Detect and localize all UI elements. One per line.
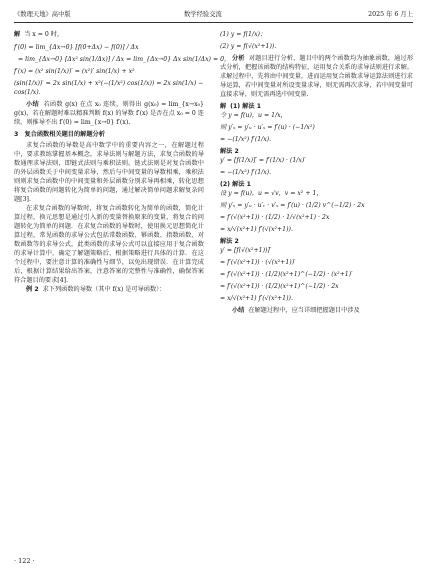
solution-label: 解 <box>14 31 21 38</box>
question-1: (1) y = f(1/x)； <box>220 31 267 38</box>
equation-5: cos(1/x). <box>14 89 41 96</box>
page-number: · 122 · <box>14 557 35 565</box>
summary-1 <box>14 100 204 127</box>
issue-date: 2025 年 6 月上 <box>368 11 413 18</box>
method-4-line-2: = f′(√(x²+1)) · (√(x²+1))′ <box>220 259 296 266</box>
column-title: 数学经验交流 <box>184 11 222 18</box>
method-2-label: 解法 2 <box>220 148 239 155</box>
right-column <box>220 30 413 315</box>
equation-2: = lim_{Δx→0} [Δx² sin(1/Δx)] / Δx = lim_{Δx→0} Δx sin(1/Δx) = 0， <box>18 56 231 63</box>
paragraph-1: 求复合函数的导数是高中数学中的重要内容之一，在解题过程中，要求教练掌握基本概念，求导法则与解题方法，求复合函数的导数通理求导法则，即链式法则与乘积法则。链式法则是对复合函数中的外层函数关于中间变量求导，然后与中间变量的导数相乘，乘积法则则求复合函数中的中间变量和外层函数分别求导再相乘，转化思想将复合函数的问题转化为简单的问题，通过解决简单问题求解复杂问题[3]. <box>14 142 204 203</box>
section-heading: 3 复合函数相关题目的解题分析 <box>14 131 105 138</box>
solution-heading <box>220 102 413 111</box>
method-3-line-2: 则 y′ₓ = y′ᵤ · u′ᵥ · v′ₓ = f′(u) · (1/2) v^(−1/2) · 2x <box>220 202 365 209</box>
method-3-line-4: = x/√(x²+1) f′(√(x²+1)). <box>220 226 293 233</box>
method-1-line-2: 则 y′ₓ = y′ᵤ · u′ₓ = f′(u) · (−1/x²) <box>220 124 315 131</box>
solution-text: 当 x = 0 时， <box>24 31 64 38</box>
analysis-text: 对题目进行分析，题目中的两个函数均为抽象函数，通过形式分析，把握该函数的结构特征，运用复合关系的求导法则进行求解。求解过程中，先将由中间变量，进而运用复合函数求导运算法则进行求导运算，若中间变量对所设变量求导，则无需再次求导，若中间变量可直接求导，则无需再选中间变量. <box>220 55 414 98</box>
summary-text: 若函数 g(x) 在点 x₀ 连续，则得出 g(x₀) = lim_{x→x₀} g(x)，若在解题时难以精准判断 f(x) 的导数 f′(x) 是否在点 x₀ = 0 连续，则推导不出 f′(0) = lim_{x→0} f′(x). <box>14 101 204 126</box>
method-3-label: (2) 解法 1 <box>220 181 251 188</box>
method-4-label: 解法 2 <box>220 238 239 245</box>
method-3-line-3: = f′(√(x²+1)) · (1/2) · 1/√(x²+1) · 2x <box>220 214 330 221</box>
method-4-line-5: = x/√(x²+1) f′(√(x²+1)). <box>220 295 293 302</box>
question-2: (2) y = f(√(x²+1)). <box>220 43 277 50</box>
paragraph-2: 在求复合函数的导数时，将复合函数转化为简单的函数，简化计算过程，换元思想是通过引入新的变量替换原来的变量，将复合的问题转化为简单的问题．在求复合函数的导数时，使用换元思想简化计算过程，常见函数的求导公式包括常数函数、幂函数、指数函数、对数函数等的求导公式，此类函数的求导公式可以直接应用于复合函数的求导计算中，确定了解题策略后，根据策略进行具体的计算．在这个过程中，要注意计算的准确性与细节，以免出现错误．在计算完成后，根据计算结果给出答案，注意答案的完整性与准确性，确保答案符合题目的要求[4]. <box>14 205 204 284</box>
summary-2 <box>220 306 413 315</box>
method-1-line-3: = −(1/x²) f′(1/x). <box>220 136 272 143</box>
method-2-line-1: y′ = [f(1/x)]′ = f′(1/x) · (1/x)′ <box>220 157 306 164</box>
journal-title: 《数理天地》高中版 <box>14 11 71 18</box>
method-4-line-4: = f′(√(x²+1)) · (1/2)(x²+1)^(−1/2) · 2x <box>220 283 339 290</box>
method-1-line-1: 令 y = f(u)，u = 1/x， <box>220 112 287 119</box>
method-4-line-1: y′ = [f(√(x²+1))]′ <box>220 247 272 254</box>
solution-intro <box>14 30 204 39</box>
solution-label-right: 解 <box>220 103 227 110</box>
analysis-label: 分析 <box>232 55 245 62</box>
summary-label: 小结 <box>26 101 39 108</box>
analysis <box>220 54 413 99</box>
method-4-line-3: = f′(√(x²+1)) · (1/2)(x²+1)^(−1/2) · (x²+1)′ <box>220 271 353 278</box>
method-1-label: (1) 解法 1 <box>230 103 262 110</box>
example-2 <box>14 285 204 294</box>
method-2-line-2: = −(1/x²) f′(1/x). <box>220 169 272 176</box>
equation-4: (sin(1/x))′ = 2x sin(1/x) + x²(−(1/x²) cos(1/x)) = 2x sin(1/x) − <box>14 80 204 87</box>
page-header <box>14 9 413 21</box>
summary-label-right: 小结 <box>232 307 245 314</box>
example-label: 例 2 <box>26 286 39 293</box>
method-3-line-1: 设 y = f(u)，u = √v，v = x² + 1， <box>220 190 323 197</box>
example-text: 求下列函数的导数（其中 f(x) 是可导函数）： <box>42 286 166 293</box>
header-rule <box>14 22 413 23</box>
equation-3: f′(x) = (x² sin(1/x))′ = (x²)′ sin(1/x) + x² <box>14 68 135 75</box>
summary-text-right: 在解题过程中，应当详细把握题目中涉及 <box>248 307 360 314</box>
equation-1: f′(0) = lim_{Δx→0} [f(0+Δx) − f(0)] / Δx <box>14 44 139 51</box>
